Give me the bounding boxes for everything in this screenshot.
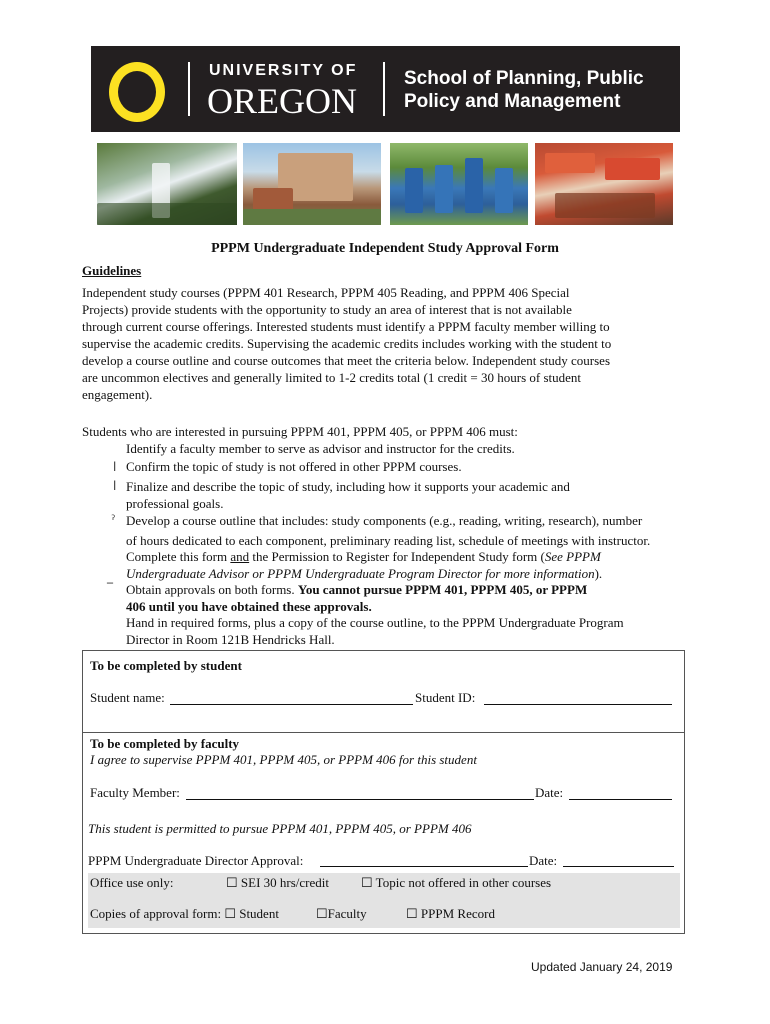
- bullet-mark: ‾: [107, 581, 113, 595]
- school-name-line2: Policy and Management: [404, 91, 621, 112]
- copy-faculty-option[interactable]: [316, 906, 367, 922]
- step-finalize-topic: [126, 478, 570, 512]
- step-text-part: Obtain approvals on both forms.: [126, 582, 298, 597]
- checkbox-icon[interactable]: ☐: [406, 906, 418, 921]
- step-course-outline: [126, 512, 650, 549]
- step-text: Finalize and describe the topic of study, including how it supports your academic and: [126, 479, 570, 494]
- school-name: [404, 67, 644, 113]
- guidelines-heading: Guidelines: [82, 263, 142, 278]
- student-name-label: Student name:: [90, 690, 165, 705]
- director-approval-field[interactable]: [320, 866, 528, 867]
- step-identify-faculty: [126, 440, 515, 457]
- student-section-heading: To be completed by student: [90, 658, 242, 673]
- director-date-field[interactable]: [563, 866, 674, 867]
- intro-line: supervise the academic credits. Supervising the academic credits includes working with the student to: [82, 336, 612, 351]
- bullet-mark: l: [113, 479, 117, 493]
- student-name-field[interactable]: [170, 704, 413, 705]
- faculty-member-field[interactable]: [186, 799, 534, 800]
- student-id-field[interactable]: [484, 704, 672, 705]
- faculty-member-label: Faculty Member:: [90, 785, 180, 800]
- topic-option-label: Topic not offered in other courses: [375, 875, 552, 890]
- copies-label-text: Copies of approval form:: [90, 906, 222, 921]
- director-approval-label: PPPM Undergraduate Director Approval:: [88, 853, 304, 868]
- step-text-part: Complete this form: [126, 549, 231, 564]
- step-hand-in: [126, 614, 624, 648]
- school-name-line1: School of Planning, Public: [404, 68, 644, 89]
- building-photo: [243, 143, 381, 225]
- step-text: of hours dedicated to each component, preliminary reading list, schedule of meetings with instructor.: [126, 533, 651, 548]
- step-text-underline: and: [230, 549, 250, 564]
- bullet-mark: l: [113, 460, 117, 474]
- copy-student-label: Student: [239, 906, 279, 921]
- intro-line: Independent study courses (PPPM 401 Research, PPPM 405 Reading, and PPPM 406 Special: [82, 285, 570, 300]
- checkbox-icon[interactable]: ☐: [224, 906, 236, 921]
- office-use-label: Office use only:: [90, 875, 174, 890]
- step-text-bold: You cannot pursue PPPM 401, PPPM 405, or PPPM: [297, 582, 588, 597]
- copies-label: [90, 906, 279, 922]
- form-divider: [82, 732, 685, 733]
- faculty-date-label: Date:: [535, 785, 564, 800]
- step-text: Identify a faculty member to serve as advisor and instructor for the credits.: [126, 441, 515, 456]
- sei-option[interactable]: [226, 875, 329, 891]
- checkbox-icon[interactable]: ☐: [226, 875, 238, 890]
- director-date-label: Date:: [529, 853, 558, 868]
- form-title: PPPM Undergraduate Independent Study Approval Form: [211, 241, 559, 256]
- faculty-date-field[interactable]: [569, 799, 672, 800]
- step-obtain-approvals: [126, 581, 587, 615]
- intro-line: through current course offerings. Interested students must identify a PPPM faculty member willing to: [82, 319, 610, 334]
- intro-line: Projects) provide students with the opportunity to study an area of interest that is not available: [82, 302, 572, 317]
- step-text: [126, 565, 602, 582]
- oregon-text: OREGON: [207, 81, 357, 121]
- step-text: [126, 548, 602, 565]
- step-text: Hand in required forms, plus a copy of the course outline, to the PPPM Undergraduate Program: [126, 615, 624, 630]
- oregon-o-logo: [109, 62, 165, 122]
- steps-intro: Students who are interested in pursuing PPPM 401, PPPM 405, or PPPM 406 must:: [82, 424, 518, 439]
- university-of-text: UNIVERSITY OF: [209, 62, 358, 79]
- faculty-section-heading: To be completed by faculty: [90, 736, 240, 751]
- step-text-italic: See PPPM: [544, 549, 601, 564]
- permitted-text: This student is permitted to pursue PPPM 401, PPPM 405, or PPPM 406: [88, 821, 472, 836]
- banner-divider-2: [383, 62, 385, 116]
- step-text-bold: 406 until you have obtained these approvals.: [126, 599, 372, 614]
- kids-soccer-photo: [390, 143, 528, 225]
- intro-paragraph: [82, 284, 672, 403]
- updated-date: Updated January 24, 2019: [531, 960, 673, 974]
- intro-line: develop a course outline and course outcomes that meet the criteria below. Independent study courses: [82, 353, 611, 368]
- step-text-part: ).: [594, 566, 603, 581]
- step-text: Confirm the topic of study is not offered in other PPPM courses.: [126, 459, 462, 474]
- header-banner: [91, 46, 680, 132]
- intro-line: engagement).: [82, 387, 153, 402]
- faculty-agreement-text: I agree to supervise PPPM 401, PPPM 405, or PPPM 406 for this student: [90, 752, 477, 767]
- step-text-part: the Permission to Register for Independent Study form (: [249, 549, 545, 564]
- sei-option-label: SEI 30 hrs/credit: [240, 875, 329, 890]
- checkbox-icon[interactable]: ☐: [361, 875, 373, 890]
- bullet-mark: ˀ: [111, 513, 116, 527]
- waterfall-photo: [97, 143, 237, 225]
- checkbox-icon[interactable]: ☐: [316, 906, 328, 921]
- copy-faculty-label: Faculty: [327, 906, 367, 921]
- market-photo: [535, 143, 673, 225]
- student-id-label: Student ID:: [415, 690, 476, 705]
- intro-line: are uncommon electives and generally limited to 1-2 credits total (1 credit = 30 hours of student: [82, 370, 582, 385]
- copy-record-label: PPPM Record: [420, 906, 495, 921]
- copy-record-option[interactable]: [406, 906, 495, 922]
- step-text-italic: Undergraduate Advisor or PPPM Undergraduate Program Director for more information: [126, 566, 595, 581]
- topic-option[interactable]: [361, 875, 551, 891]
- banner-divider: [188, 62, 190, 116]
- step-confirm-topic: [126, 458, 462, 475]
- step-text: Develop a course outline that includes: study components (e.g., reading, writing, research), number: [126, 513, 643, 528]
- step-text: [126, 581, 587, 598]
- step-text: Director in Room 121B Hendricks Hall.: [126, 632, 335, 647]
- step-text: professional goals.: [126, 496, 224, 511]
- step-complete-forms: [126, 548, 602, 582]
